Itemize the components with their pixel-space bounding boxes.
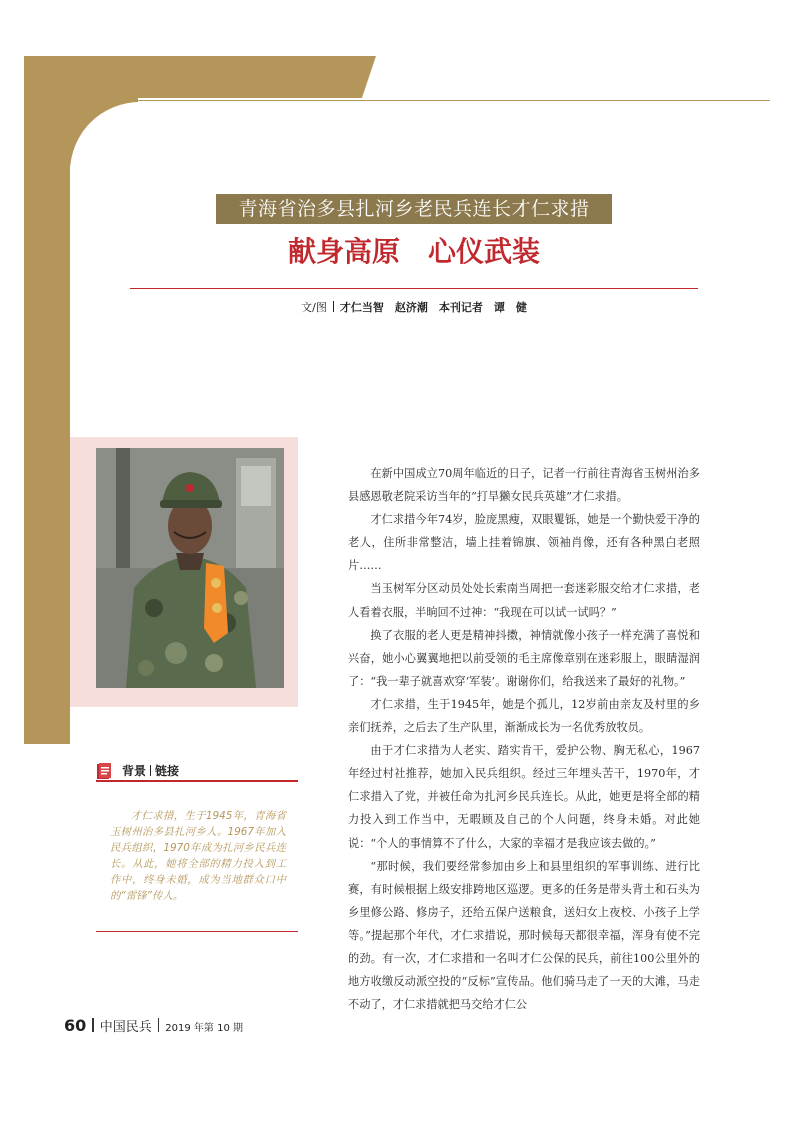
sidebar-bottom-rule — [96, 931, 298, 932]
article-paragraph: 当玉树军分区动员处处长索南当周把一套迷彩服交给才仁求措，老人看着衣服，半晌回不过神：“我现在可以试一试吗？” — [348, 582, 700, 619]
portrait-photo — [96, 448, 284, 688]
byline — [130, 300, 698, 316]
issue-label: 2019 年第 10 期 — [165, 1023, 243, 1034]
portrait-illustration — [96, 448, 284, 688]
document-icon — [96, 762, 112, 780]
magazine-name: 中国民兵 — [99, 1020, 152, 1035]
byline-divider — [333, 301, 334, 312]
article-kicker: 青海省治多县扎河乡老民兵连长才仁求措 — [216, 194, 612, 224]
headline-rule — [130, 288, 698, 289]
decorative-gold-curve — [68, 96, 138, 166]
article-paragraph: 才仁求措今年74岁，脸庞黑瘦，双眼矍铄，她是一个勤快爱干净的老人，住所非常整洁，墙上挂着锦旗、领袖肖像，还有各种黑白老照片…… — [348, 513, 700, 573]
footer-divider — [158, 1018, 160, 1032]
article-paragraph: 在新中国成立70周年临近的日子，记者一行前往青海省玉树州治多县感恩敬老院采访当年的“打旱獭女民兵英雄”才仁求措。 — [348, 467, 700, 504]
byline-label: 文/图 — [301, 301, 327, 314]
article-headline: 献身高原 心仪武装 — [287, 235, 540, 268]
article-paragraph: 换了衣服的老人更是精神抖擞，神情就像小孩子一样充满了喜悦和兴奋，她小心翼翼地把以前受领的毛主席像章别在迷彩服上，眼睛湿润了：“我一辈子就喜欢穿‘军装’。谢谢你们，给我送来了最好的礼物。” — [348, 628, 700, 688]
sidebar-title — [122, 763, 179, 779]
byline-authors: 才仁当智 赵济潮 本刊记者 谭 健 — [339, 301, 527, 314]
article-paragraph: 才仁求措，生于1945年，她是个孤儿，12岁前由亲友及村里的乡亲们抚养，之后去了生产队里，渐渐成长为一名优秀放牧员。 — [348, 697, 700, 735]
footer-divider — [92, 1018, 94, 1032]
sidebar-rule — [96, 780, 298, 782]
article-paragraph: 由于才仁求措为人老实、踏实肯干，爱护公物、胸无私心，1967年经过村社推荐，她加入民兵组织。经过三年埋头苦干，1970年，才仁求措入了党，并被任命为扎河乡民兵连长。从此，她更是将全部的精力投入到工作当中，无暇顾及自己的个人问题，终身未婚。对此她说：“个人的事情算不了什么，大家的幸福才是我应该去做的。” — [348, 744, 700, 850]
page-number: 60 — [64, 1016, 87, 1035]
top-rule — [132, 100, 770, 101]
decorative-gold-band — [24, 56, 376, 98]
article-paragraph: “那时候，我们要经常参加由乡上和县里组织的军事训练、进行比赛，有时候根据上级安排跨地区巡逻。更多的任务是带头背土和石头为乡里修公路、修房子，还给五保户送粮食，送妇女上夜校、小孩子上学等。”提起那个年代，才仁求措说，那时候每天都很幸福，浑身有使不完的劲。有一次，才仁求措和一名叫才仁公保的民兵，前往100公里外的地方收缴反动派空投的“反标”宣传品。他们骑马走了一天的大滩，马走不动了，才仁求措就把马交给才仁公 — [348, 859, 700, 1012]
sidebar-title-link: 链接 — [155, 764, 180, 778]
decorative-gold-sidebar — [24, 96, 70, 744]
page-footer — [64, 1016, 243, 1035]
sidebar-title-divider — [150, 765, 151, 776]
sidebar-title-background: 背景 — [122, 764, 147, 778]
sidebar-text: 才仁求措，生于1945年，青海省玉树州治多县扎河乡人。1967年加入民兵组织，1970年成为扎河乡民兵连长。从此，她将全部的精力投入到工作中，终身未婚，成为当地群众口中的“雷锋”传人。 — [110, 810, 286, 902]
article-body — [348, 462, 700, 1016]
